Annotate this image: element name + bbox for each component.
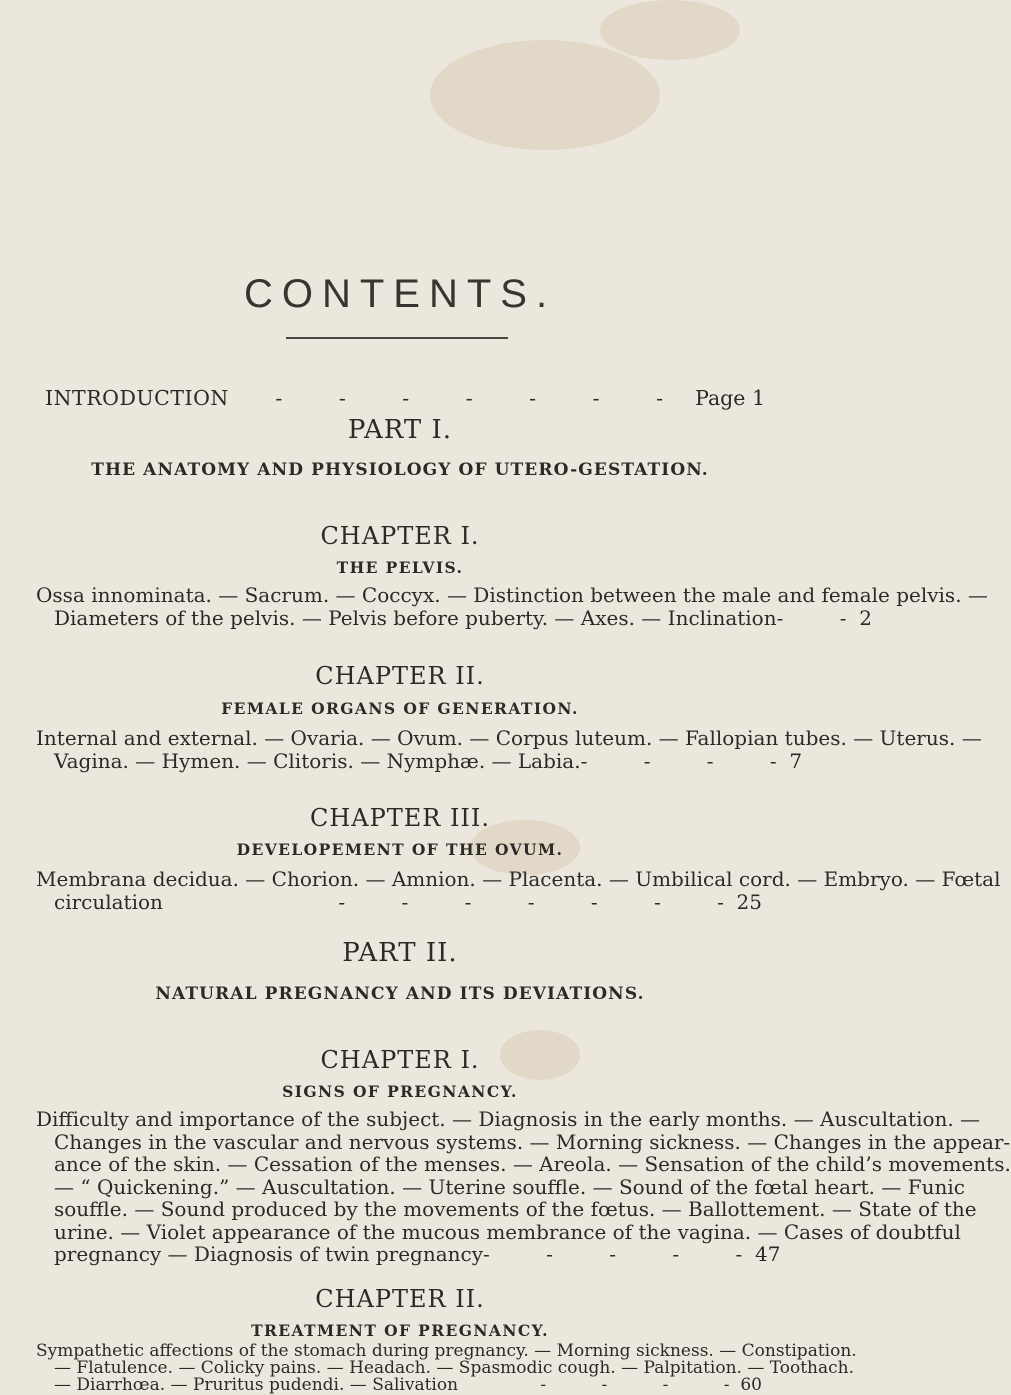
chapter-summary[interactable]	[36, 1107, 1011, 1266]
page-number: 2	[859, 605, 872, 630]
page-number: 25	[736, 889, 762, 914]
part-heading: PART II.	[342, 938, 458, 968]
chapter-heading: CHAPTER I.	[320, 1046, 480, 1074]
summary-line-last	[36, 605, 872, 630]
chapter-title: SIGNS OF PREGNANCY.	[282, 1082, 518, 1101]
summary-line: Sympathetic affections of the stomach during pregnancy. — Morning sickness. — Constipation.	[36, 1341, 857, 1361]
chapter-title: FEMALE ORGANS OF GENERATION.	[221, 699, 579, 718]
chapter-summary[interactable]	[36, 726, 982, 773]
summary-line-last	[36, 1242, 781, 1266]
part-heading: PART I.	[347, 415, 453, 445]
leader-dots: - - - - - - -	[338, 889, 724, 914]
summary-line: Ossa innominata. — Sacrum. — Coccyx. — Distinction between the male and female pelvis. —	[36, 583, 988, 607]
page-title: CONTENTS.	[243, 272, 557, 316]
summary-line: — Flatulence. — Colicky pains. — Headach. — Spasmodic cough. — Palpitation. — Toothach.	[54, 1358, 855, 1378]
introduction-label: INTRODUCTION	[45, 386, 229, 410]
page-number: 60	[740, 1375, 762, 1395]
summary-line: souffle. — Sound produced by the movements of the fœtus. — Ballottement. — State of the	[54, 1197, 977, 1221]
chapter-heading: CHAPTER II.	[315, 662, 485, 690]
chapter-summary[interactable]	[36, 1341, 857, 1395]
summary-line: Difficulty and importance of the subject. — Diagnosis in the early months. — Auscultation. —	[36, 1107, 981, 1131]
part-title: THE ANATOMY AND PHYSIOLOGY OF UTERO-GESTATION.	[91, 460, 709, 480]
summary-line: Membrana decidua. — Chorion. — Amnion. — Placenta. — Umbilical cord. — Embryo. — Fœtal	[36, 867, 1001, 891]
chapter-heading: CHAPTER III.	[309, 804, 491, 832]
summary-line: Internal and external. — Ovaria. — Ovum. — Corpus luteum. — Fallopian tubes. — Uterus. —	[36, 726, 982, 750]
summary-line: ance of the skin. — Cessation of the menses. — Areola. — Sensation of the child’s movements.	[54, 1152, 1011, 1176]
summary-line-last	[36, 748, 803, 773]
page-number: Page 1	[695, 386, 765, 410]
chapter-heading: CHAPTER II.	[315, 1285, 485, 1313]
chapter-summary[interactable]	[36, 583, 988, 630]
chapter-summary[interactable]	[36, 867, 1001, 914]
chapter-heading: CHAPTER I.	[320, 522, 480, 550]
summary-line: Changes in the vascular and nervous systems. — Morning sickness. — Changes in the appear-	[54, 1129, 1011, 1154]
chapter-title: THE PELVIS.	[336, 558, 464, 577]
summary-line-last	[36, 1377, 766, 1394]
leader-dots: - - - -	[580, 748, 777, 773]
leader-dots: - -	[776, 605, 847, 630]
summary-line-text: Diameters of the pelvis. — Pelvis before puberty. — Axes. — Inclination	[54, 605, 777, 630]
summary-line-last	[36, 891, 766, 914]
summary-line-text: — Diarrhœa. — Pruritus pudendi. — Salivation	[54, 1375, 459, 1395]
toc-entry-introduction[interactable]	[45, 386, 765, 410]
chapter-title: TREATMENT OF PREGNANCY.	[251, 1321, 549, 1340]
part-title: NATURAL PREGNANCY AND ITS DEVIATIONS.	[155, 984, 645, 1004]
leader-dots: - - - -	[540, 1375, 730, 1395]
leader-dots: - - - - - - -	[275, 386, 663, 410]
chapter-title: DEVELOPEMENT OF THE OVUM.	[236, 840, 564, 859]
summary-line: urine. — Violet appearance of the mucous membrance of the vagina. — Cases of doubtful	[54, 1219, 961, 1244]
leader-dots: - - - - -	[483, 1242, 743, 1266]
page-number: 47	[754, 1242, 781, 1266]
summary-line-text: pregnancy — Diagnosis of twin pregnancy	[54, 1242, 484, 1266]
summary-line-text: Vagina. — Hymen. — Clitoris. — Nymphæ. — Labia.	[54, 748, 581, 773]
title-rule	[286, 337, 508, 339]
page-number: 7	[789, 748, 803, 773]
summary-line-text: circulation	[54, 889, 163, 914]
summary-line: — “ Quickening.” — Auscultation. — Uterine souffle. — Sound of the fœtal heart. — Funic	[54, 1174, 965, 1199]
